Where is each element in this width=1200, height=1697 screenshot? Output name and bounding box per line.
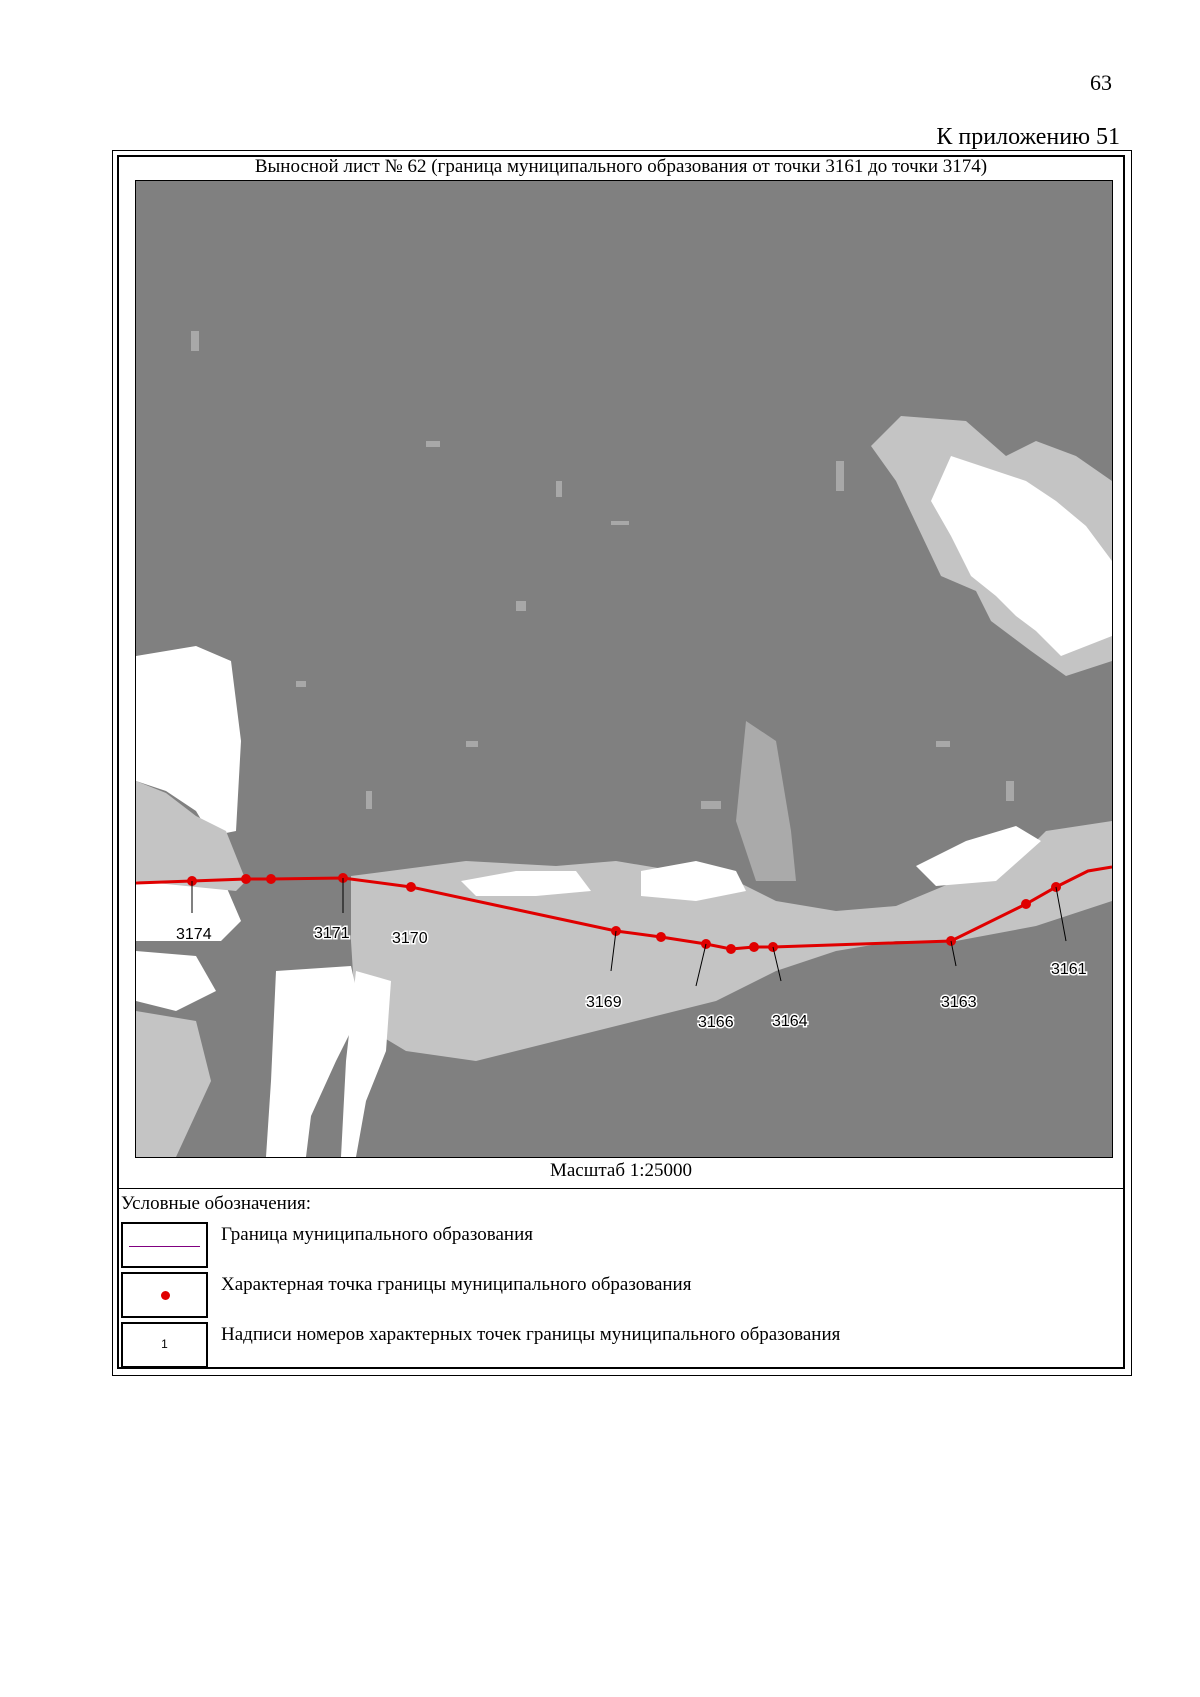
- legend-title: Условные обозначения:: [121, 1193, 312, 1214]
- legend-separator: [117, 1188, 1125, 1189]
- point-label: 3161: [1051, 961, 1087, 978]
- point-label: 3171: [314, 925, 350, 942]
- legend-item-number-label: Надписи номеров характерных точек границы муниципального образования: [221, 1324, 841, 1345]
- boundary-point: [656, 932, 666, 942]
- point-label: 3166: [698, 1014, 734, 1031]
- map-image: [135, 180, 1113, 1158]
- legend-item-number-symbol: [121, 1322, 208, 1368]
- boundary-point: [1021, 899, 1031, 909]
- boundary-point-icon: [161, 1291, 170, 1300]
- boundary-line-icon: [129, 1246, 200, 1247]
- point-number-icon: 1: [161, 1337, 168, 1351]
- appendix-reference: К приложению 51: [936, 124, 1120, 150]
- boundary-point: [266, 874, 276, 884]
- point-label: 3174: [176, 926, 212, 943]
- boundary-point: [406, 882, 416, 892]
- point-label: 3169: [586, 994, 622, 1011]
- legend-item-point-label: Характерная точка границы муниципального образования: [221, 1274, 692, 1295]
- map-scale: Масштаб 1:25000: [549, 1160, 693, 1181]
- legend-item-boundary-symbol: [121, 1222, 208, 1268]
- point-label: 3164: [772, 1013, 808, 1030]
- point-label: 3163: [941, 994, 977, 1011]
- boundary-point: [726, 944, 736, 954]
- legend-item-point-symbol: [121, 1272, 208, 1318]
- map-canvas: [136, 181, 1112, 1157]
- boundary-point: [241, 874, 251, 884]
- legend-item-boundary-label: Граница муниципального образования: [221, 1224, 533, 1245]
- page-number: 63: [1090, 70, 1112, 95]
- boundary-point: [749, 942, 759, 952]
- point-label: 3170: [392, 930, 428, 947]
- sheet-title: Выносной лист № 62 (граница муниципального образования от точки 3161 до точки 3174): [254, 156, 988, 177]
